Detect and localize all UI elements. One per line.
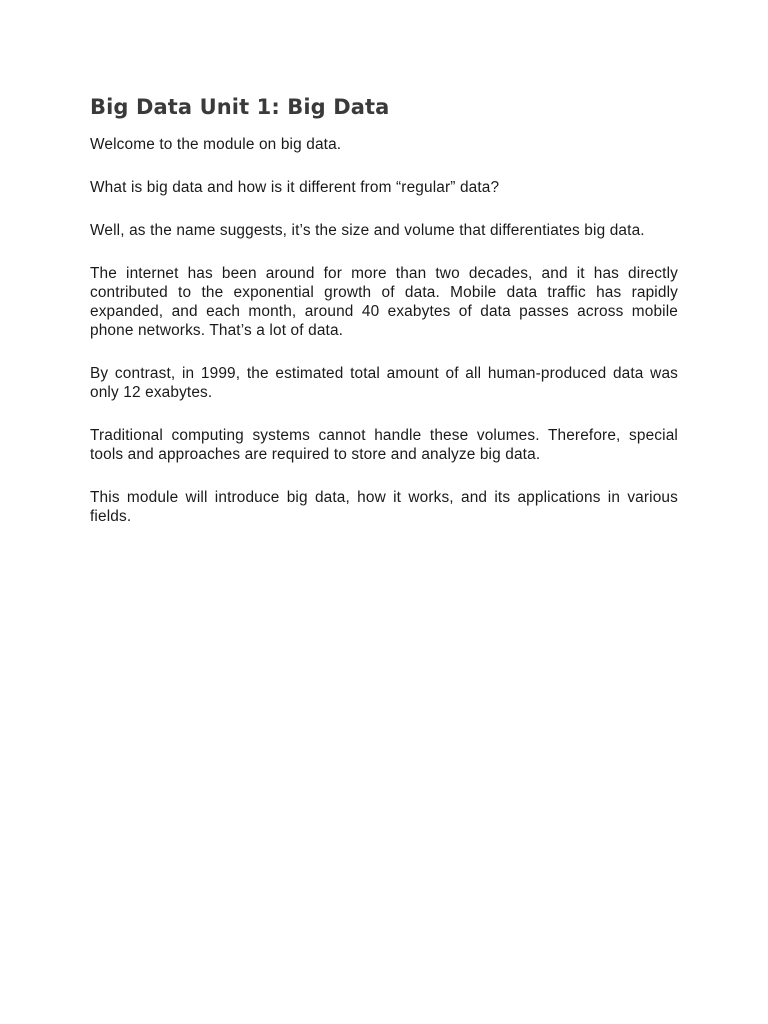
paragraph-internet-growth: The internet has been around for more than two decades, and it has directly contributed to the exponential growth of data. Mobile data traffic has rapidly expanded, and each month, around 40 exabytes of data passes across mobile phone networks. That’s a lot of data. bbox=[90, 265, 678, 339]
page-title: Big Data Unit 1: Big Data bbox=[90, 95, 390, 119]
paragraph-module-intro: This module will introduce big data, how it works, and its applications in various fields. bbox=[90, 489, 678, 525]
paragraph-1999-contrast: By contrast, in 1999, the estimated total amount of all human-produced data was only 12 exabytes. bbox=[90, 365, 678, 401]
paragraph-welcome: Welcome to the module on big data. bbox=[90, 136, 342, 153]
paragraph-question: What is big data and how is it different from “regular” data? bbox=[90, 179, 500, 196]
paragraph-traditional-systems: Traditional computing systems cannot handle these volumes. Therefore, special tools and approaches are required to store and analyze big data. bbox=[90, 427, 678, 463]
paragraph-size-volume: Well, as the name suggests, it’s the size and volume that differentiates big data. bbox=[90, 222, 645, 239]
